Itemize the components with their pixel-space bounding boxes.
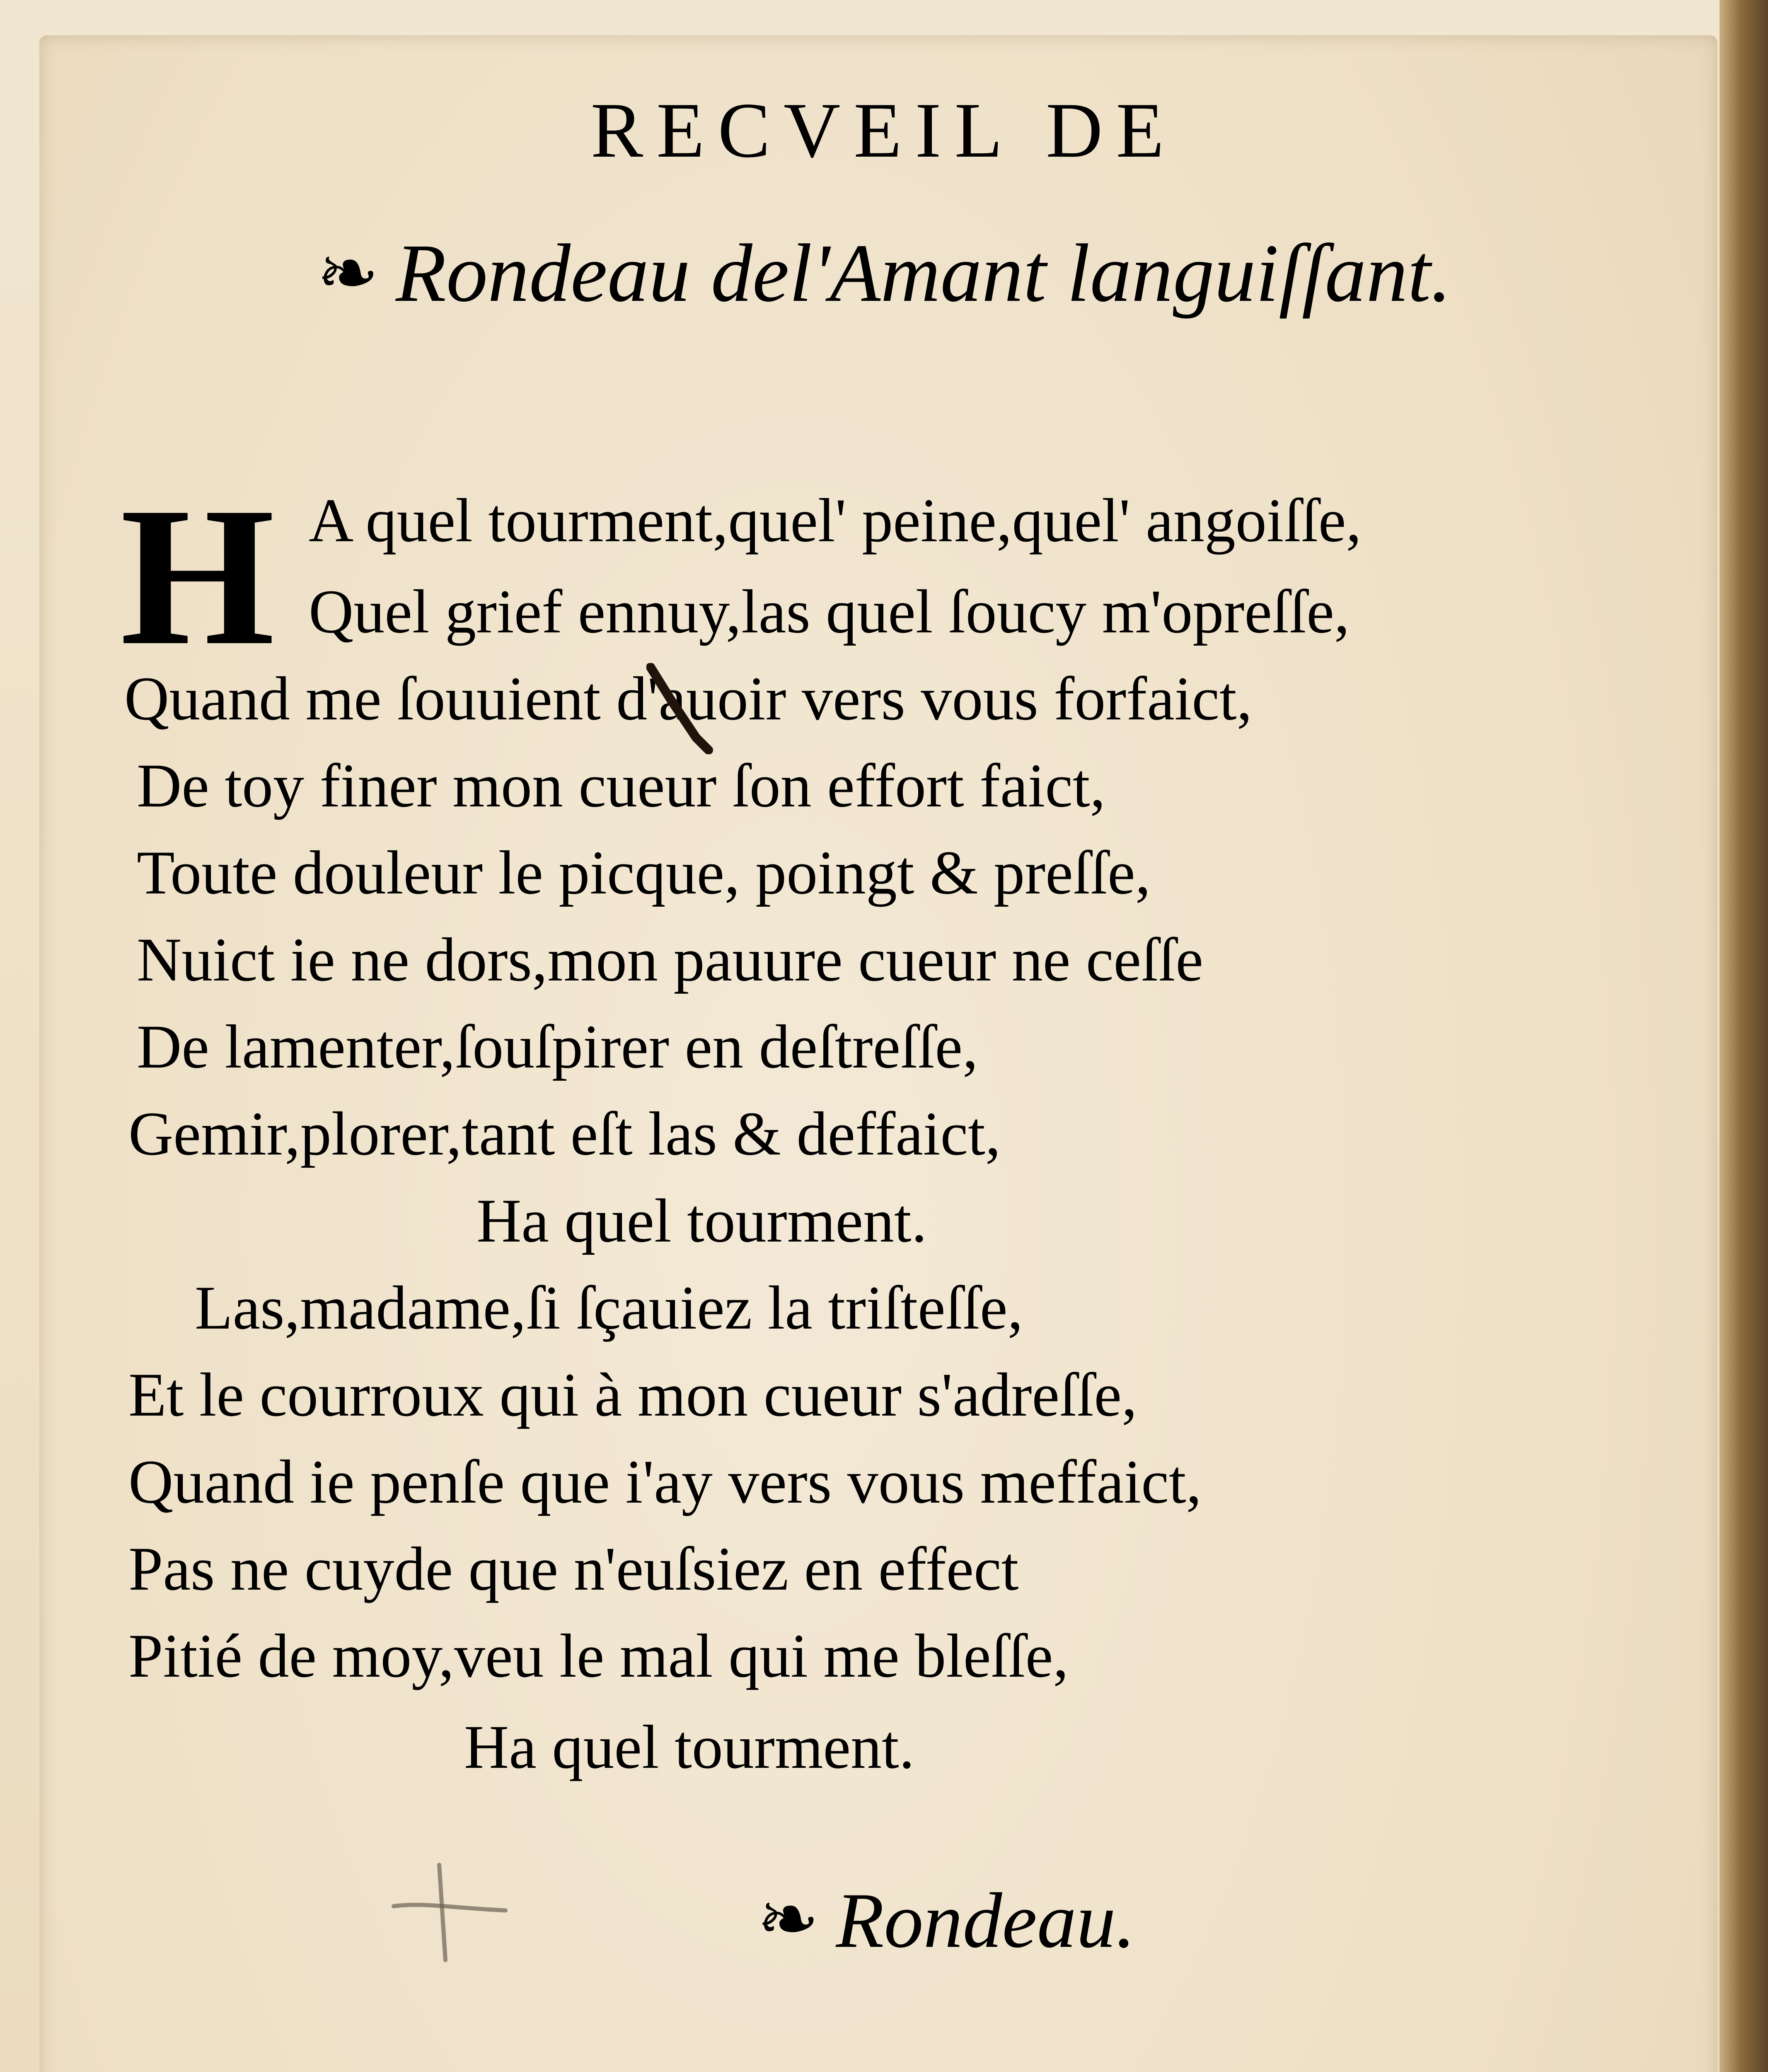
fleuron-ornament-icon: ❧ [757, 1878, 820, 1961]
poem-1-dropcap: H [120, 466, 275, 686]
poem-line: Et le courroux qui à mon cueur s'adreſſe, [128, 1360, 1137, 1429]
poem-refrain: Ha quel tourment. [464, 1713, 915, 1782]
poem-line: De toy finer mon cueur ſon effort faict, [137, 751, 1106, 820]
poem-1-title [0, 228, 1768, 319]
poem-line: Quand me ſouuient d'auoir vers vous forfaict, [124, 664, 1253, 733]
poem-line: Toute douleur le picque, poingt & preſſe, [137, 838, 1151, 907]
ink-slash-mark-icon [646, 663, 717, 754]
fleuron-ornament-icon: ❧ [317, 232, 379, 315]
poem-line: Gemir,plorer,tant eſt las & deffaict, [128, 1099, 1001, 1168]
running-header: RECVEIL DE [590, 87, 1178, 174]
poem-2-title [0, 1877, 1768, 1964]
poem-line: Pas ne cuyde que n'euſsiez en effect [128, 1535, 1019, 1603]
poem-refrain: Ha quel tourment. [476, 1186, 927, 1255]
poem-2-title-text: Rondeau. [836, 1877, 1136, 1964]
poem-line: Pitié de moy,veu le mal qui me bleſſe, [128, 1622, 1069, 1690]
poem-line: Quand ie penſe que i'ay vers vous meffaict, [128, 1447, 1202, 1516]
poem-1-title-text: Rondeau del'Amant languiſſant. [395, 228, 1451, 319]
poem-line: Quel grief ennuy,las quel ſoucy m'opreſſe, [309, 577, 1350, 646]
poem-line: A quel tourment,quel' peine,quel' angoiſſe, [309, 486, 1362, 555]
poem-line: Las,madame,ſi ſçauiez la triſteſſe, [195, 1273, 1023, 1342]
poem-line: Nuict ie ne dors,mon pauure cueur ne ceſſe [137, 925, 1203, 994]
poem-line: De lamenter,ſouſpirer en deſtreſſe, [137, 1012, 978, 1081]
